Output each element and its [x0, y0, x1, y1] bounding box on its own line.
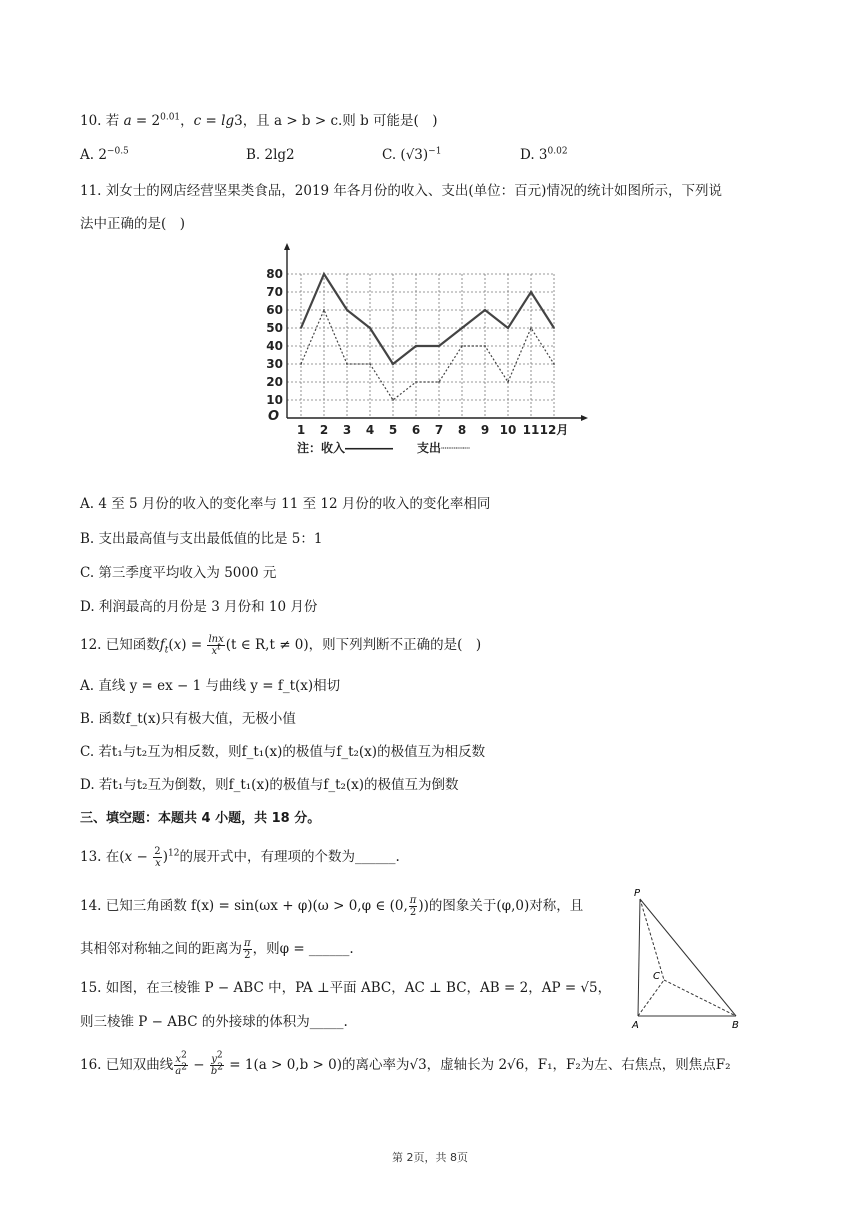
- page-footer: 第 2页，共 8页: [392, 1151, 468, 1164]
- series-expense-point-11: [530, 327, 532, 329]
- edge-pa: [638, 899, 640, 1016]
- q15-stem-line1: 15. 如图，在三棱锥 P − ABC 中，PA ⊥平面 ABC，AC ⊥ BC，AB = 2，AP = √5，: [80, 980, 612, 996]
- label-c: C: [653, 971, 660, 982]
- q12-option-d: D. 若t₁与t₂互为倒数，则f_t₁(x)的极值与f_t₂(x)的极值互为倒数: [80, 777, 459, 793]
- series-expense-point-10: [507, 381, 509, 383]
- q10-stem: 10. 若 $a = 2^{0.01}$，c = lg3，且 a > b > c.则 b 可能是( ): [80, 112, 438, 129]
- q12-stem: 12. 已知函数$f_t(x)$ = $\frac{\ln x}{x^t}$ (t ∈ R,t ≠ 0)，则下列判断不正确的是( ): [80, 634, 482, 657]
- x-tick-4: 4: [365, 423, 375, 437]
- legend-note: 注：收入―――― 支出┈┈┈┈: [297, 441, 470, 455]
- q11-option-b: B. 支出最高值与支出最低值的比是 5：1: [80, 531, 323, 547]
- income-expense-chart: [255, 240, 615, 462]
- series-expense-point-3: [346, 363, 348, 365]
- series-expense-point-7: [438, 381, 440, 383]
- q11-option-d: D. 利润最高的月份是 3 月份和 10 月份: [80, 599, 318, 615]
- q14-stem-line1: 14. 已知三角函数 f(x) = sin(ωx + φ)(ω > 0,φ ∈ (0, $\frac{\pi}{2}$ ))的图象关于(φ,0)对称，且: [80, 895, 584, 918]
- x-tick-1: 1: [296, 423, 306, 437]
- y-axis-arrow: [284, 243, 290, 250]
- series-income-line: [301, 274, 554, 364]
- q11-option-a: A. 4 至 5 月份的收入的变化率与 11 至 12 月份的收入的变化率相同: [80, 496, 491, 512]
- x-tick-3: 3: [342, 423, 352, 437]
- series-income-point-10: [507, 327, 509, 329]
- series-income-point-8: [461, 327, 463, 329]
- q12-option-b: B. 函数f_t(x)只有极大值，无极小值: [80, 711, 296, 727]
- series-income-point-7: [438, 345, 440, 347]
- series-income-point-2: [323, 273, 325, 275]
- y-tick-10: 10: [266, 393, 283, 407]
- series-expense-point-8: [461, 345, 463, 347]
- series-income-point-4: [369, 327, 371, 329]
- origin-label: O: [267, 409, 279, 424]
- y-tick-20: 20: [266, 375, 283, 389]
- series-expense-point-5: [392, 399, 394, 401]
- y-tick-50: 50: [266, 321, 283, 335]
- q14-stem-line2: 其相邻对称轴之间的距离为 $\frac{\pi}{2}$ ，则φ = ______.: [80, 938, 354, 961]
- edge-pc: [640, 899, 664, 980]
- q11-stem-line1: 11. 刘女士的网店经营坚果类食品，2019 年各月份的收入、支出(单位：百元)情况的统计如图所示，下列说: [80, 183, 722, 199]
- x-tick-10: 10: [499, 423, 517, 437]
- series-income-point-11: [530, 291, 532, 293]
- edge-ac: [638, 980, 664, 1016]
- x-axis-arrow: [581, 415, 588, 421]
- q10-option-a: A. $2^{-0.5}$: [80, 146, 129, 163]
- series-income-point-3: [346, 309, 348, 311]
- q11-stem-line2: 法中正确的是( ): [80, 216, 186, 232]
- q12-option-c: C. 若t₁与t₂互为相反数，则f_t₁(x)的极值与f_t₂(x)的极值互为相反数: [80, 744, 486, 760]
- y-tick-40: 40: [266, 339, 283, 353]
- edge-cb: [664, 980, 736, 1016]
- series-income-point-6: [415, 345, 417, 347]
- series-expense-point-6: [415, 381, 417, 383]
- label-p: P: [634, 888, 641, 899]
- series-expense-point-2: [323, 309, 325, 311]
- q13-stem: 13. 在(x − $\frac{2}{x}$ )$^{12}$的展开式中，有理项的个数为______.: [80, 846, 400, 869]
- q12-option-a: A. 直线 y = ex − 1 与曲线 y = f_t(x)相切: [80, 678, 341, 694]
- q16-stem: 16. 已知双曲线 $\frac{x^2}{a^2}$ − $\frac{y^2}{b^2}$ = 1(a > 0,b > 0)的离心率为√3，虚轴长为 2√6，F₁，F₂为左、右焦点，则焦点F₂: [80, 1050, 731, 1077]
- label-a: A: [632, 1020, 639, 1031]
- series-income-point-5: [392, 363, 394, 365]
- q11-option-c: C. 第三季度平均收入为 5000 元: [80, 565, 277, 581]
- y-tick-70: 70: [266, 285, 283, 299]
- x-tick-9: 9: [480, 423, 490, 437]
- series-expense-point-4: [369, 363, 371, 365]
- x-tick-8: 8: [457, 423, 467, 437]
- q10-option-d: D. $3^{0.02}$: [520, 146, 568, 163]
- y-tick-30: 30: [266, 357, 283, 371]
- label-b: B: [732, 1020, 739, 1031]
- x-tick-6: 6: [411, 423, 421, 437]
- series-expense-point-1: [300, 363, 302, 365]
- x-tick-12: 12月: [539, 423, 569, 437]
- series-income-point-12: [553, 327, 555, 329]
- series-expense-point-12: [553, 363, 555, 365]
- series-income-point-1: [300, 327, 302, 329]
- y-tick-80: 80: [266, 267, 283, 281]
- q10-option-b: B. 2lg2: [246, 147, 295, 163]
- q15-stem-line2: 则三棱锥 P − ABC 的外接球的体积为_____.: [80, 1014, 348, 1030]
- section-heading: 三、填空题：本题共 4 小题，共 18 分。: [80, 811, 321, 826]
- edge-pb: [640, 899, 736, 1016]
- y-tick-60: 60: [266, 303, 283, 317]
- x-tick-7: 7: [434, 423, 444, 437]
- q10-option-c: C. $(√3)^{-1}$: [382, 146, 442, 163]
- series-expense-line: [301, 310, 554, 400]
- series-expense-point-9: [484, 345, 486, 347]
- pyramid-figure: [628, 884, 748, 1034]
- x-tick-2: 2: [319, 423, 329, 437]
- x-tick-11: 11: [522, 423, 540, 437]
- x-tick-5: 5: [388, 423, 398, 437]
- series-income-point-9: [484, 309, 486, 311]
